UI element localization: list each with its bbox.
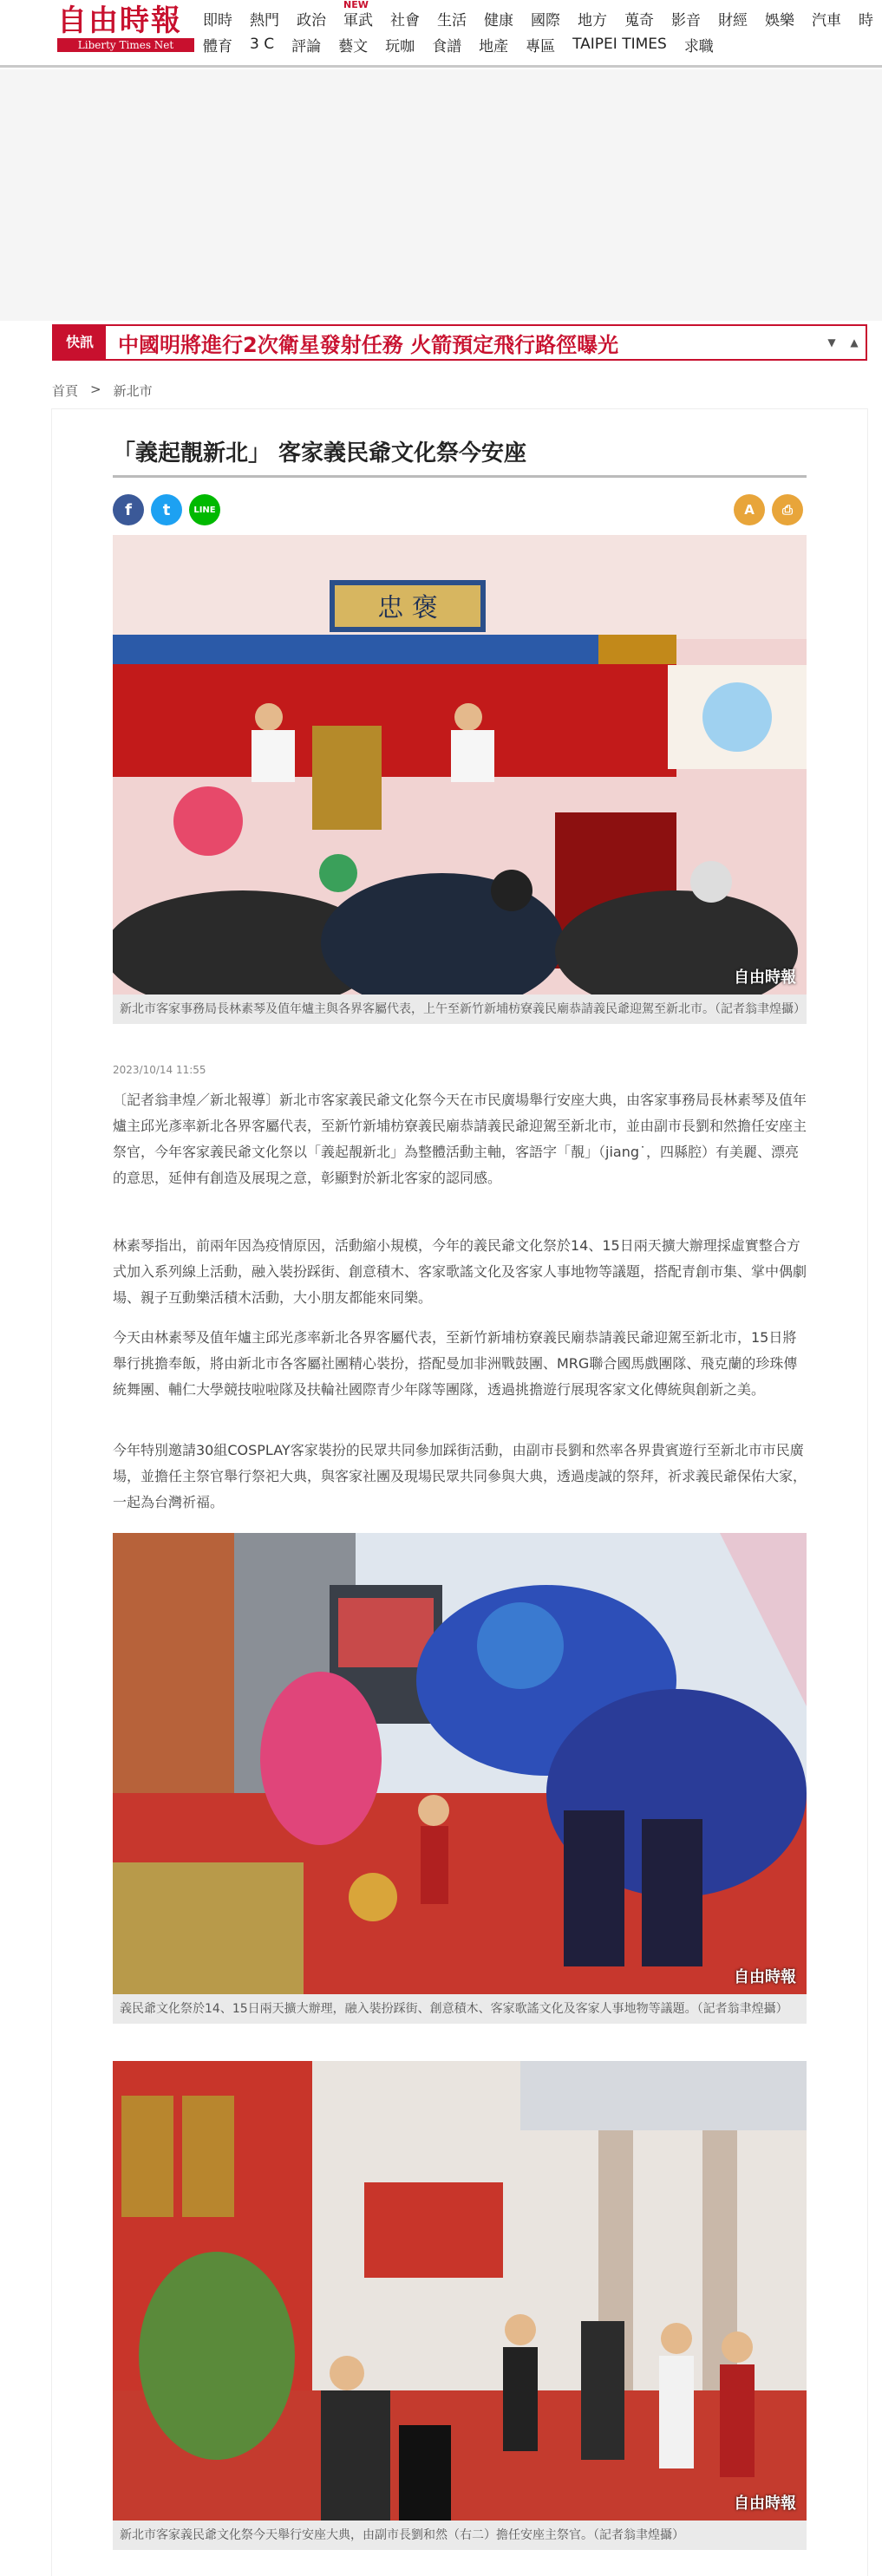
nav-row-primary [203,0,882,31]
title-divider [113,475,807,478]
photo-caption-2: 義民爺文化祭於14、15日兩天擴大辦理，融入裝扮踩街、創意積木、客家歌謠文化及客家人事地物等議題。（記者翁聿煌攝） [113,1994,807,2024]
line-share-icon[interactable]: LINE [189,494,220,525]
nav-item-label: 體育 [203,37,232,55]
breaking-news-tag: 快訊 [54,326,106,359]
site-logo[interactable] [57,3,196,54]
photo-watermark: 自由時報 [734,1968,796,1986]
nav-item[interactable] [859,8,873,29]
nav-item[interactable] [812,8,841,29]
ceremony-plaza-photo [113,2061,807,2521]
facebook-share-icon[interactable]: f [113,494,144,525]
nav-item[interactable] [291,34,321,55]
photo-caption-3: 新北市客家義民爺文化祭今天舉行安座大典，由副市長劉和然（右二）擔任安座主祭官。（記者翁聿煌攝） [113,2521,807,2550]
nav-item-label: 財經 [718,11,748,29]
nav-item-label: 藝文 [338,37,369,55]
photo-watermark: 自由時報 [734,2494,796,2513]
nav-item-label: 健康 [484,11,513,29]
nav-item[interactable] [531,8,560,29]
nav-item-label: 評論 [291,37,322,55]
nav-item-label: 食譜 [432,37,462,55]
article-title: 「義起靚新北」 客家義民爺文化祭今安座 [113,440,527,466]
article-paragraph: 林素琴指出，前兩年因為疫情原因，活動縮小規模，今年的義民爺文化祭於14、15日兩天擴大辦理採虛實整合方式加入系列線上活動，融入裝扮踩街、創意積木、客家歌謠文化及客家人事地物等議題，搭配青創市集、掌中偶劇場、親子互動樂活積木活動，大小朋友都能來同樂。 [113,1237,807,1306]
nav-item-label: 生活 [437,11,467,29]
article-card [52,409,867,2576]
nav-row-secondary [203,31,882,57]
nav-item[interactable] [479,34,508,55]
nav-item[interactable] [250,36,274,53]
nav-item[interactable] [343,0,373,29]
chevron-up-icon[interactable]: ▲ [850,336,859,349]
nav-item[interactable] [684,34,714,55]
article-paragraph: 〔記者翁聿煌／新北報導〕新北市客家義民爺文化祭今天在市民廣場舉行安座大典，由客家事務局長林素琴及值年爐主邱光彥率新北各界客屬代表，至新竹新埔枋寮義民廟恭請義民爺迎駕至新北市，並由副市長劉和然擔任安座主祭官，今年客家義民爺文化祭以「義起靚新北」為整體活動主軸，客語字「靚」（jiang˙，四縣腔）有美麗、漂亮的意思，延伸有創造及展現之意，彰顯對於新北客家的認同感。 [113,1092,807,1186]
breadcrumb [52,382,153,400]
print-icon[interactable]: ⎙ [772,494,803,525]
nav-item-label: 玩咖 [385,37,415,55]
article-paragraph: 今年特別邀請30組COSPLAY客家裝扮的民眾共同參加踩街活動，由副市長劉和然率各界貴賓遊行至新北市市民廣場，並擔任主祭官舉行祭祀大典，與客家社團及現場民眾共同參與大典，透過虔誠的祭拜，祈求義民爺保佑大家，一起為台灣祈福。 [113,1442,807,1510]
nav-item[interactable] [765,8,794,29]
nav-item[interactable] [250,8,279,29]
nav-item[interactable] [572,36,667,53]
nav-item[interactable] [432,34,461,55]
ad-placeholder [0,69,882,321]
nav-item[interactable] [338,34,368,55]
share-buttons [113,494,220,525]
site-header [0,0,882,68]
breaking-news-bar [52,324,867,361]
nav-item-label: 求職 [683,37,714,55]
nav-item[interactable] [526,34,555,55]
article-photo-2[interactable] [113,1533,807,1994]
breadcrumb-section[interactable]: 新北市 [113,383,153,399]
nav-item-label: 3 C [250,36,275,53]
nav-item[interactable] [297,8,326,29]
article-paragraph: 今天由林素琴及值年爐主邱光彥率新北各界客屬代表，至新竹新埔枋寮義民廟恭請義民爺迎駕至新北市，15日將舉行挑擔奉飯，將由新北市各客屬社團精心裝扮，搭配曼加非洲戰鼓團、MRG聯合國馬戲團隊、飛克蘭的珍珠傳統舞團、輔仁大學競技啦啦隊及扶輪社國際青少年隊等團隊，透過挑擔遊行展現客家文化傳統與創新之美。 [113,1329,798,1398]
nav-item-label: 地方 [578,11,607,29]
article-photo-3[interactable] [113,2061,807,2521]
nav-item[interactable] [484,8,513,29]
nav-item-label: 娛樂 [765,11,794,29]
article-datetime: 2023/10/14 11:55 [113,1064,206,1076]
nav-item-label: 軍武 [343,11,373,29]
logo-text-en: Liberty Times Net [57,38,194,52]
breadcrumb-home[interactable]: 首頁 [52,383,79,399]
breaking-news-headline[interactable]: 中國明將進行2次衛星發射任務 火箭預定飛行路徑曝光 [118,332,619,357]
nav-item[interactable] [390,8,420,29]
nav-item-label: 國際 [531,11,560,29]
nav-item-label: 影音 [671,11,701,29]
logo-text-zh: 自由時報 [57,3,182,38]
nav-item-label: 社會 [390,11,420,29]
nav-item-label: 時 [859,11,873,29]
new-badge: NEW [343,0,369,10]
nav-item-label: 蒐奇 [624,11,654,29]
nav-item[interactable] [624,8,654,29]
svg-text:忠 褒: 忠 褒 [377,593,438,623]
nav-item-label: 熱門 [250,11,279,29]
article-photo-1[interactable] [113,535,807,995]
article-tools [734,494,803,525]
breadcrumb-separator: > [90,382,101,397]
nav-item-label: 即時 [203,11,232,29]
lion-dance-photo [113,1533,807,1994]
nav-item[interactable] [203,8,232,29]
nav-item-label: 汽車 [812,11,841,29]
nav-item[interactable] [437,8,467,29]
nav-item[interactable] [578,8,607,29]
nav-item-label: 地產 [479,37,509,55]
nav-item[interactable] [385,34,415,55]
font-size-icon[interactable]: A [734,494,765,525]
nav-item-label: 專區 [526,37,556,55]
chevron-down-icon[interactable]: ▼ [827,336,836,349]
nav-item[interactable] [671,8,701,29]
nav-item-label: TAIPEI TIMES [572,36,667,53]
nav-item-label: 政治 [297,11,326,29]
nav-item[interactable] [718,8,748,29]
main-nav [203,0,882,57]
twitter-share-icon[interactable]: t [151,494,182,525]
photo-watermark: 自由時報 [734,968,796,987]
photo-caption-1: 新北市客家事務局長林素琴及值年爐主與各界客屬代表，上午至新竹新埔枋寮義民廟恭請義民爺迎駕至新北市。（記者翁聿煌攝） [113,995,807,1024]
nav-item[interactable] [203,34,232,55]
temple-ceremony-photo [113,535,807,995]
